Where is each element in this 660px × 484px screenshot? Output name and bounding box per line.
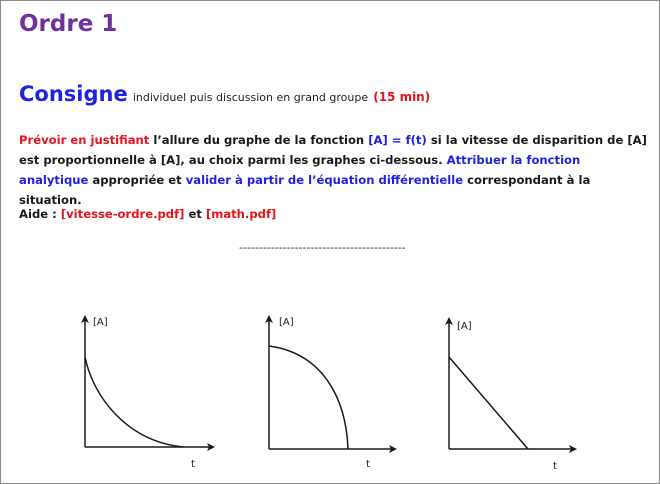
graph-3 [449,321,573,472]
instruction-text-3: appropriée et [88,173,186,187]
instruction-attribute: Attribuer la fonction analytique [19,153,581,187]
graph-1-y-label: [A] [93,317,108,328]
graphs-figure [1,1,659,483]
graph-1-x-label: t [191,459,195,470]
graph-3-x-label: t [553,461,557,472]
consigne-time: (15 min) [373,90,431,104]
graph-2-y-label: [A] [279,317,294,328]
graph-1 [85,317,211,470]
separator: ------------------------------------------ [239,241,406,254]
consigne-subtitle: individuel puis discussion en grand groupe [132,91,369,104]
graph-2-x-label: t [366,459,370,470]
instruction-validate: valider à partir de l’équation différentielle [185,173,464,187]
aide-label: Aide : [19,207,61,221]
graph-2-curve [269,346,348,449]
instruction-text-4: correspondant à la situation. [19,173,591,207]
graph-1-curve [85,357,183,447]
graph-3-curve [449,357,528,449]
graph-2 [269,317,393,470]
instruction-text-2: si la vitesse de disparition de [A] est proportionnelle à [A], au choix parmi les graphes ci-dessous. [19,133,647,167]
instruction-text-1: l’allure du graphe de la fonction [149,133,369,147]
page-title: Ordre 1 [19,11,118,37]
aide-link-math[interactable]: [math.pdf] [205,207,277,221]
aide-connector: et [184,207,206,221]
aide-link-vitesse[interactable]: [vitesse-ordre.pdf] [60,207,185,221]
instruction-function: [A] = f(t) [368,133,427,147]
consigne-heading: Consigne [19,82,128,106]
graph-3-y-label: [A] [457,321,472,332]
instruction-predict: Prévoir en justifiant [19,133,150,147]
